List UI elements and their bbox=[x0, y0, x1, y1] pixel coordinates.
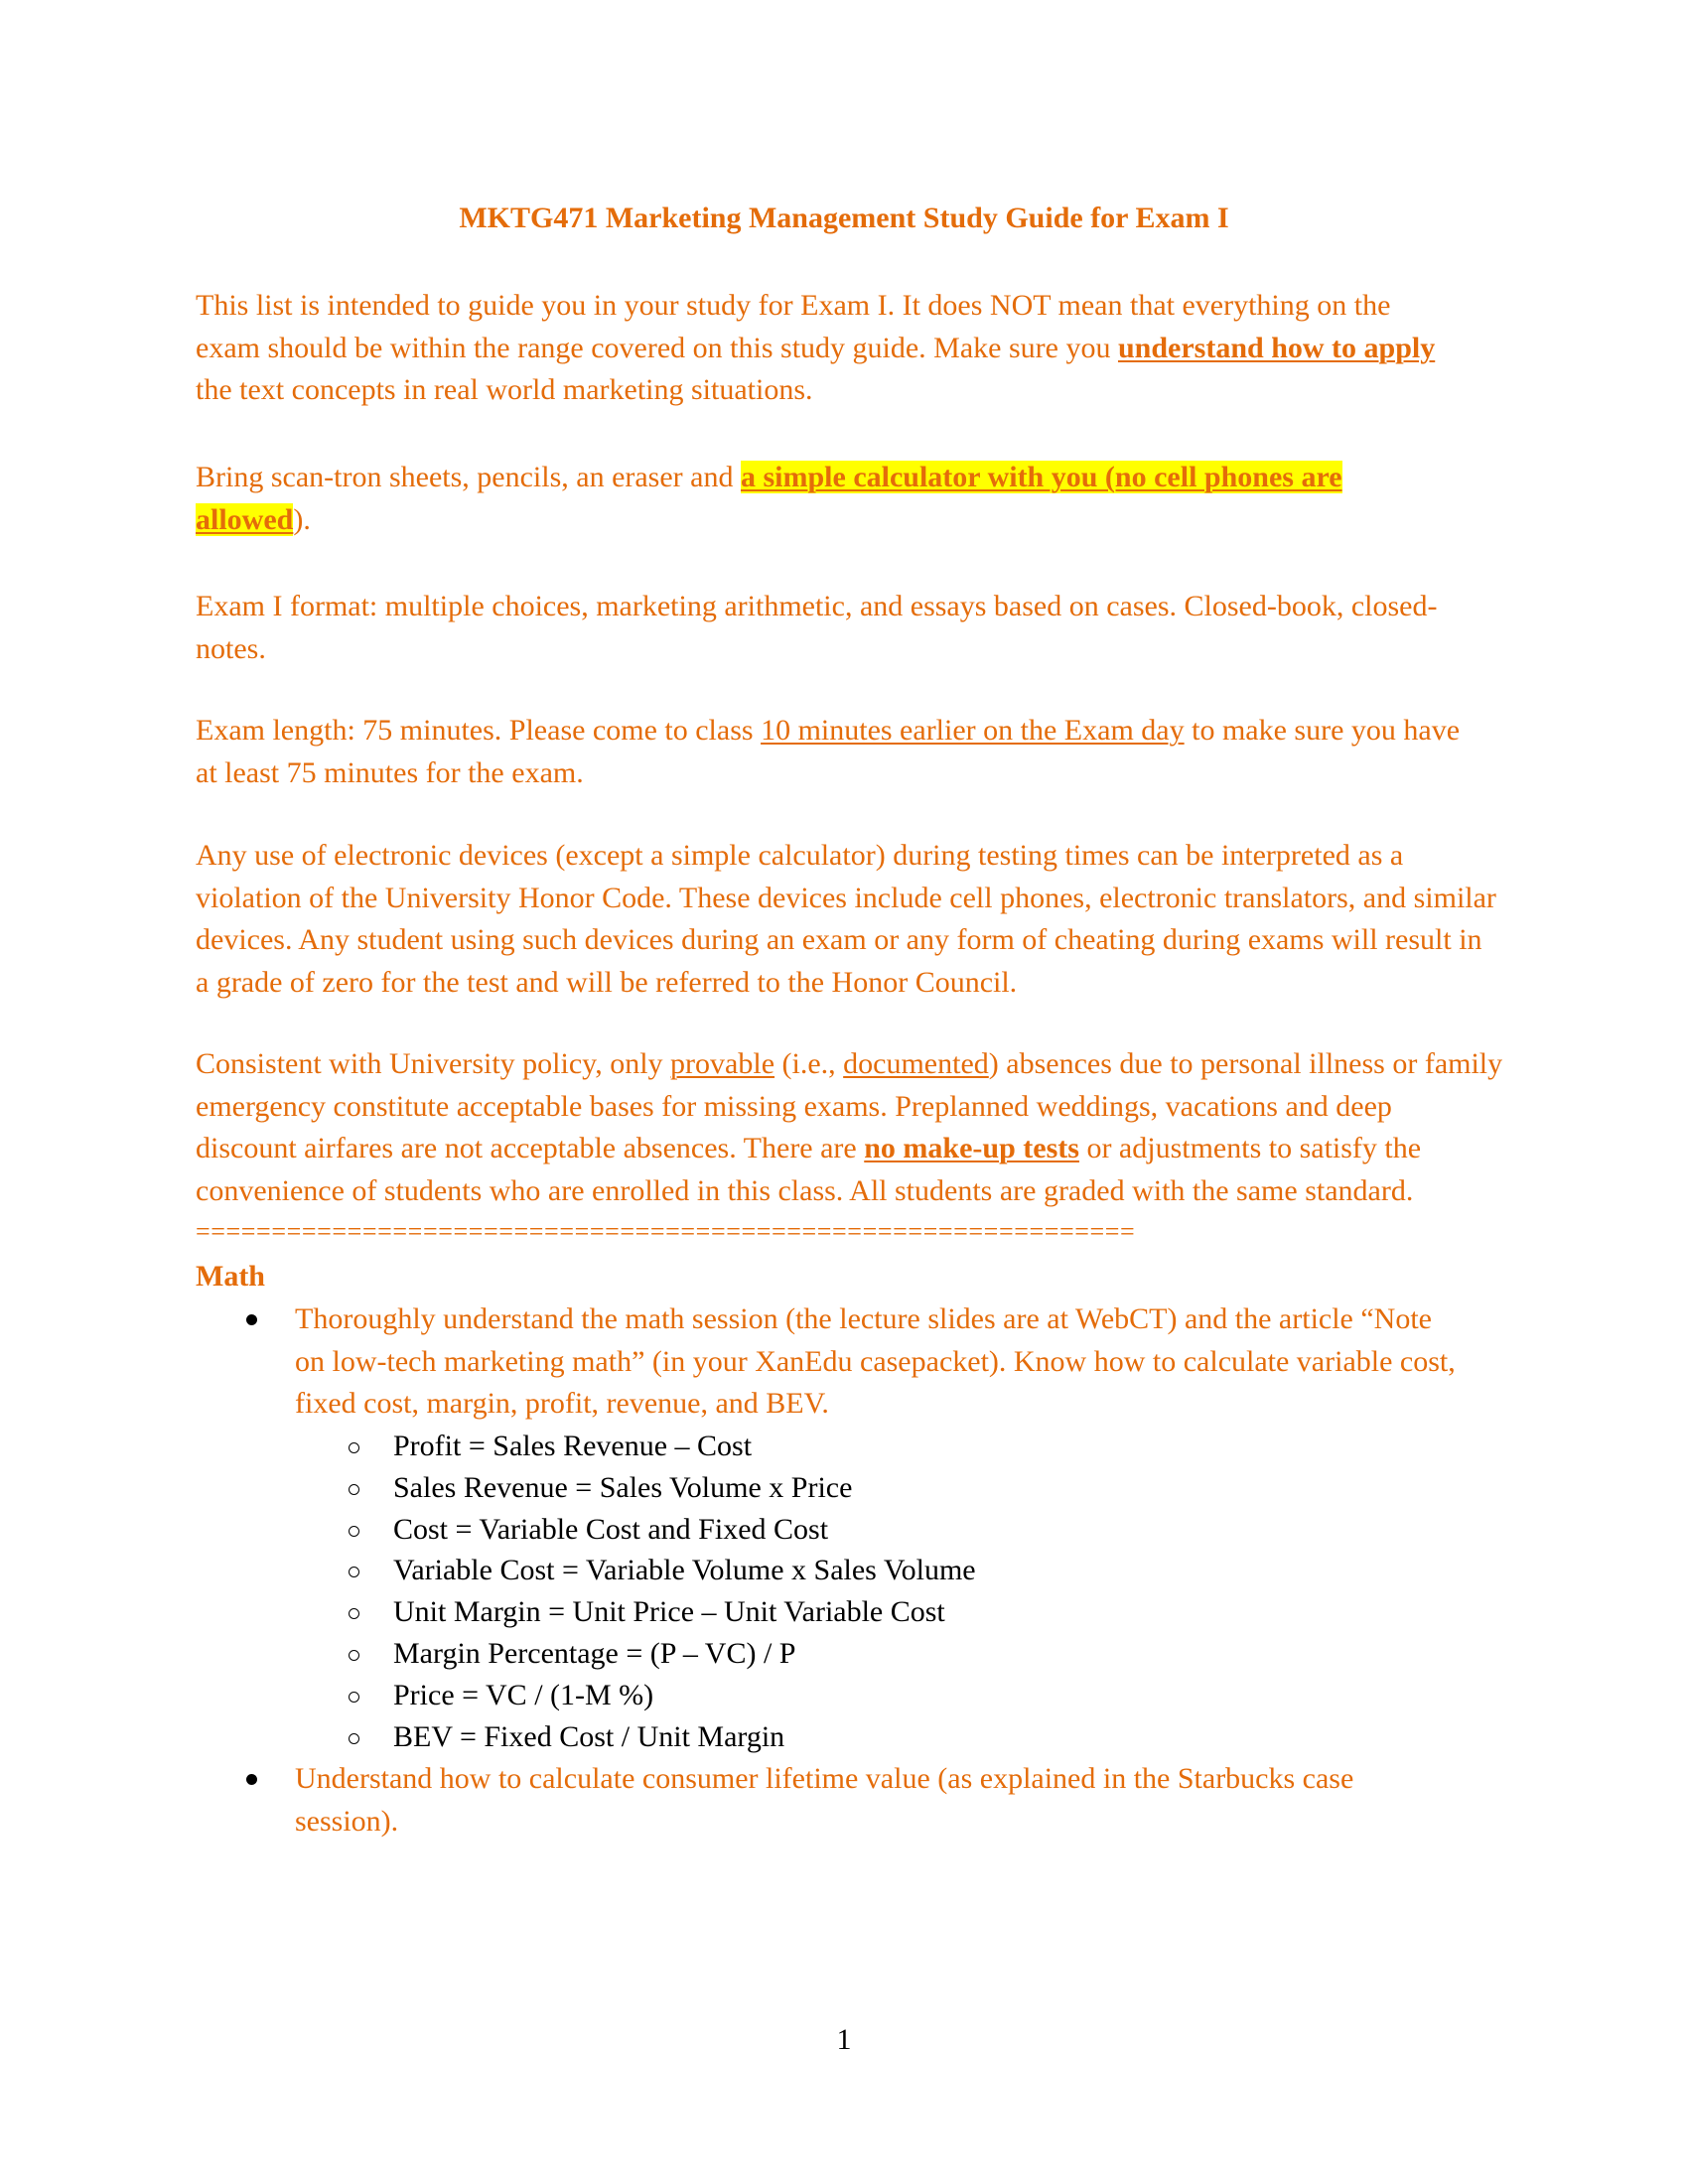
text-line: convenience of students who are enrolled in this class. All students are graded with the same standard. bbox=[196, 1173, 1414, 1207]
text-line: (i.e., bbox=[774, 1047, 844, 1080]
formula-text: BEV = Fixed Cost / Unit Margin bbox=[393, 1719, 785, 1753]
emphasis-early: 10 minutes earlier on the Exam day bbox=[761, 714, 1185, 747]
text-line: discount airfares are not acceptable absences. There are bbox=[196, 1132, 865, 1164]
text-line: Consistent with University policy, only bbox=[196, 1047, 671, 1080]
formula-text: Profit = Sales Revenue – Cost bbox=[393, 1430, 753, 1462]
text-line: ). bbox=[293, 502, 311, 536]
text-line: Exam length: 75 minutes. Please come to class bbox=[196, 714, 762, 747]
text-line: to make sure you have bbox=[1184, 714, 1461, 747]
text-line: ) absences due to personal illness or family bbox=[988, 1047, 1503, 1080]
text-line: exam should be within the range covered on this study guide. Make sure you bbox=[196, 331, 1118, 364]
text-line: Bring scan-tron sheets, pencils, an eraser and bbox=[196, 461, 741, 493]
text-line: emergency constitute acceptable bases for missing exams. Preplanned weddings, vacations and deep bbox=[196, 1089, 1392, 1123]
bullet-icon bbox=[246, 1774, 257, 1785]
devices-paragraph bbox=[196, 835, 1496, 1004]
text-line: at least 75 minutes for the exam. bbox=[196, 755, 584, 789]
formula-text: Price = VC / (1-M %) bbox=[393, 1678, 654, 1711]
formula-text: Sales Revenue = Sales Volume x Price bbox=[393, 1470, 853, 1504]
circle-bullet-icon bbox=[349, 1650, 359, 1661]
circle-bullet-icon bbox=[349, 1733, 359, 1744]
text-line: Thoroughly understand the math session (the lecture slides are at WebCT) and the article “Note bbox=[295, 1302, 1432, 1335]
formula-text: Unit Margin = Unit Price – Unit Variable Cost bbox=[393, 1595, 945, 1629]
circle-bullet-icon bbox=[349, 1526, 359, 1537]
highlight-allowed: allowed bbox=[196, 502, 294, 536]
formula-text: Margin Percentage = (P – VC) / P bbox=[393, 1637, 796, 1670]
emphasis-apply: understand how to apply bbox=[1117, 331, 1436, 364]
text-line: Exam I format: multiple choices, marketing arithmetic, and essays based on cases. Closed-book, closed- bbox=[196, 590, 1438, 622]
circle-bullet-icon bbox=[349, 1567, 359, 1577]
text-line: session). bbox=[295, 1804, 399, 1838]
formula-text: Variable Cost = Variable Volume x Sales Volume bbox=[393, 1554, 976, 1587]
text-line: fixed cost, margin, profit, revenue, and BEV. bbox=[295, 1387, 829, 1420]
text-line: on low-tech marketing math” (in your XanEdu casepacket). Know how to calculate variable cost, bbox=[295, 1344, 1456, 1378]
text-line: a grade of zero for the test and will be referred to the Honor Council. bbox=[196, 965, 1018, 999]
text-line: or adjustments to satisfy the bbox=[1078, 1132, 1422, 1164]
text-line: violation of the University Honor Code. These devices include cell phones, electronic translators, and similar bbox=[196, 881, 1496, 914]
highlight-calculator: a simple calculator with you (no cell phones are bbox=[740, 461, 1342, 493]
text-line: This list is intended to guide you in your study for Exam I. It does NOT mean that everything on the bbox=[196, 289, 1391, 322]
divider-line: ============================================================== bbox=[196, 1217, 1136, 1246]
absence-paragraph bbox=[196, 1043, 1502, 1212]
document-title: MKTG471 Marketing Management Study Guide for Exam I bbox=[459, 202, 1229, 234]
bullet-icon bbox=[246, 1314, 257, 1325]
formula-text: Cost = Variable Cost and Fixed Cost bbox=[393, 1512, 829, 1546]
math-heading: Math bbox=[196, 1260, 265, 1293]
format-paragraph bbox=[196, 586, 1437, 670]
circle-bullet-icon bbox=[349, 1484, 359, 1495]
circle-bullet-icon bbox=[349, 1692, 359, 1703]
intro-paragraph bbox=[196, 285, 1435, 412]
text-line: Any use of electronic devices (except a simple calculator) during testing times can be interpreted as a bbox=[196, 839, 1404, 872]
supplies-paragraph bbox=[196, 457, 1342, 541]
emphasis-provable: provable bbox=[670, 1047, 775, 1080]
circle-bullet-icon bbox=[349, 1442, 359, 1453]
emphasis-no-makeup: no make-up tests bbox=[864, 1132, 1079, 1164]
circle-bullet-icon bbox=[349, 1608, 359, 1619]
text-line: the text concepts in real world marketing situations. bbox=[196, 373, 813, 406]
text-line: devices. Any student using such devices during an exam or any form of cheating during exams will result in bbox=[196, 923, 1482, 956]
text-line: notes. bbox=[196, 631, 266, 665]
page-number: 1 bbox=[836, 2023, 852, 2056]
length-paragraph bbox=[196, 710, 1460, 794]
emphasis-documented: documented bbox=[843, 1047, 989, 1080]
text-line: Understand how to calculate consumer lifetime value (as explained in the Starbucks case bbox=[295, 1762, 1354, 1795]
